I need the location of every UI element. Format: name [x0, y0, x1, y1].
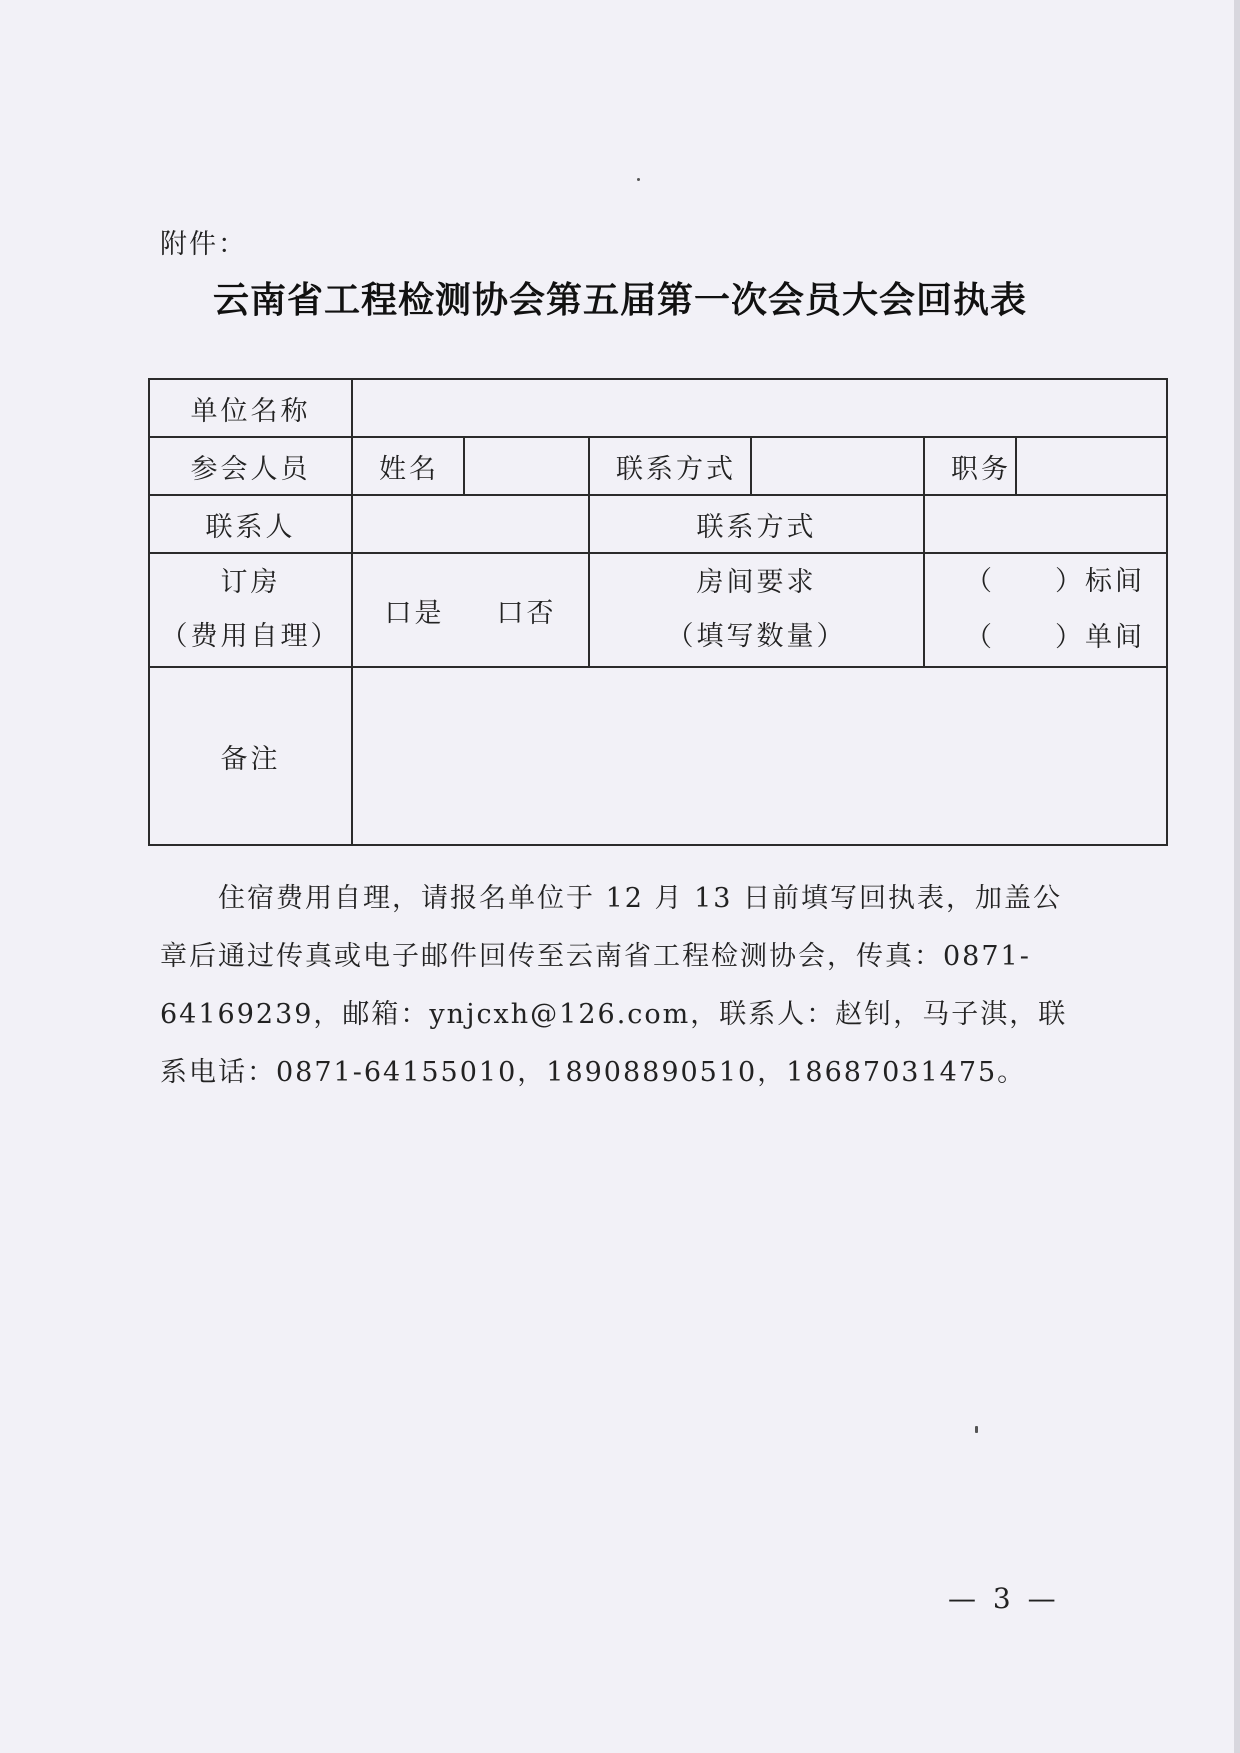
room-req-line2: （填写数量） — [666, 621, 847, 652]
scan-speck — [975, 1426, 978, 1433]
instructions-paragraph: 住宿费用自理，请报名单位于 12 月 13 日前填写回执表，加盖公章后通过传真或电子邮件回传至云南省工程检测协会，传真：0871-64169239，邮箱：ynjcxh@126.com，联系人：赵钊，马子淇，联系电话：0871-64155010，18908890510，18687031475。 — [160, 883, 1068, 1088]
attendee-contact-label: 联系方式 — [589, 437, 751, 495]
unit-name-field[interactable] — [352, 379, 1167, 437]
room-quantity-cell — [924, 553, 1167, 667]
contact-method-field[interactable] — [924, 495, 1167, 553]
row-contact-person — [149, 495, 1167, 553]
name-label: 姓名 — [352, 437, 464, 495]
contact-method-label: 联系方式 — [589, 495, 924, 553]
remarks-label: 备注 — [149, 667, 352, 845]
standard-room-field[interactable]: （ ）标间 — [965, 566, 1145, 597]
booking-label-line1: 订房 — [220, 567, 281, 598]
scan-speck — [637, 178, 640, 181]
position-label: 职务 — [924, 437, 1016, 495]
row-attendees — [149, 437, 1167, 495]
scan-edge — [1234, 0, 1240, 1753]
name-field[interactable] — [464, 437, 589, 495]
attendee-contact-field[interactable] — [751, 437, 924, 495]
attachment-label: 附件： — [160, 229, 247, 260]
room-requirement-label — [589, 553, 924, 667]
unit-name-label: 单位名称 — [149, 379, 352, 437]
page-number: — 3 — — [948, 1582, 1060, 1615]
remarks-field[interactable] — [352, 667, 1167, 845]
attendees-label: 参会人员 — [149, 437, 352, 495]
document-title: 云南省工程检测协会第五届第一次会员大会回执表 — [212, 280, 1027, 321]
option-yes-checkbox[interactable]: 口是 — [384, 597, 445, 629]
booking-options — [352, 553, 589, 667]
booking-label-line2: （费用自理） — [160, 621, 341, 652]
option-no-checkbox[interactable]: 口否 — [496, 597, 557, 629]
row-remarks — [149, 667, 1167, 845]
reply-form-table — [148, 378, 1168, 846]
instructions-text — [160, 870, 1080, 1102]
booking-label — [149, 553, 352, 667]
row-unit-name — [149, 379, 1167, 437]
position-field[interactable] — [1016, 437, 1167, 495]
contact-person-field[interactable] — [352, 495, 589, 553]
single-room-field[interactable]: （ ）单间 — [965, 622, 1145, 653]
room-req-line1: 房间要求 — [696, 567, 817, 598]
row-booking — [149, 553, 1167, 667]
contact-person-label: 联系人 — [149, 495, 352, 553]
